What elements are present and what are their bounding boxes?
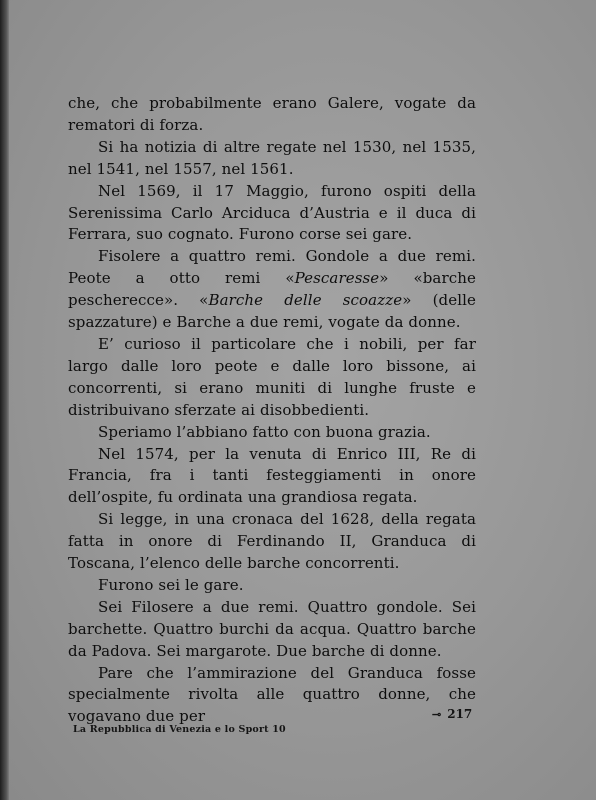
footer-page-number-area [432,707,472,721]
paragraph: Pare che l’ammirazione del Granduca fosse specialmente rivolta alle quattro donne, che vogavano due per [68,663,476,726]
paragraph: E’ curioso il particolare che i nobili, per far largo dalle loro peote e dalle loro bissone, ai concorrenti, si erano muniti di lunghe fruste e distribuivano sferzate ai disobbedienti. [68,334,476,419]
page-body-text [68,93,476,728]
paragraph [68,246,476,334]
paragraph: Nel 1569, il 17 Maggio, furono ospiti della Serenissima Carlo Arciduca d’Austria e il duca di Ferrara, suo cognato. Furono corse sei gare. [68,181,476,244]
footer-ornament: ⊸ [432,708,442,721]
paragraph: che, che probabilmente erano Galere, vogate da rematori di forza. [68,94,476,134]
book-spine-shadow [0,0,9,800]
paragraph: Furono sei le gare. [98,575,244,594]
paragraph: Si ha notizia di altre regate nel 1530, nel 1535, nel 1541, nel 1557, nel 1561. [68,137,476,178]
paragraph: Speriamo l’abbiano fatto con buona grazia. [98,422,431,441]
italic-term: Barche delle scoazze [208,291,403,310]
paragraph: Nel 1574, per la venuta di Enrico III, Re di Francia, fra i tanti festeggiamenti in onore dell’ospite, fu ordinata una grandiosa regata. [68,444,476,507]
text-run: » (delle spazzature) e Barche a due remi, vogate da donne. [68,291,476,332]
footer-book-title: La Repubblica di Venezia e lo Sport 10 [73,724,286,735]
text-run: » «barche pescherecce». « [68,269,476,310]
text-run: Fisolere a quattro remi. Gondole a due remi. Peote a otto remi « [68,247,476,288]
book-page [9,0,596,800]
paragraph: Si legge, in una cronaca del 1628, della regata fatta in onore di Ferdinando II, Granduca di Toscana, l’elenco delle barche concorrenti. [68,510,476,573]
page-number: 217 [447,707,473,721]
paragraph: Sei Filosere a due remi. Quattro gondole. Sei barchette. Quattro burchi da acqua. Quattro barche da Padova. Sei margarote. Due barche di donne. [68,597,476,660]
italic-term: Pescaresse [294,269,380,288]
